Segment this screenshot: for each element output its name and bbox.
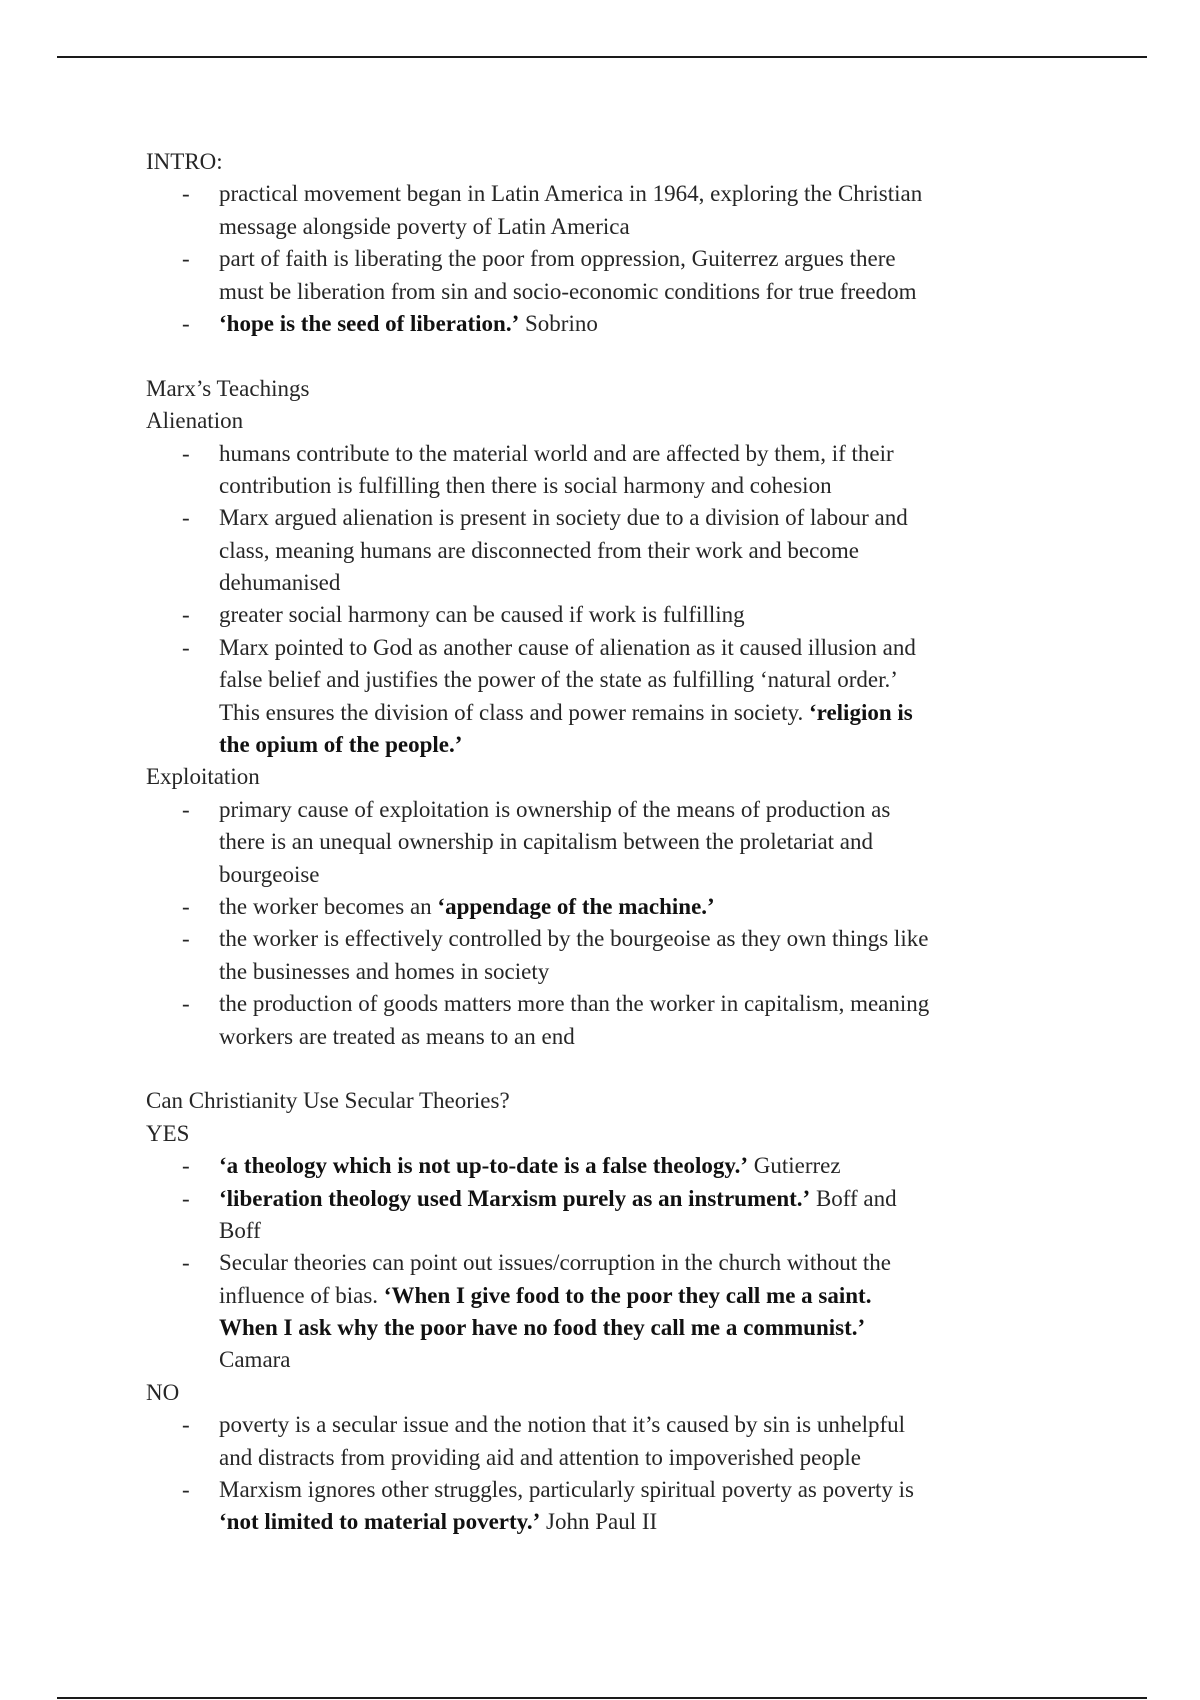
body-text: influence of bias. bbox=[219, 1282, 384, 1308]
body-text: false belief and justifies the power of the state as fulfilling ‘natural order.’ bbox=[219, 667, 898, 693]
bullet-line bbox=[146, 1183, 1106, 1215]
bullet-line bbox=[146, 243, 1106, 275]
bullet-line bbox=[146, 438, 1106, 470]
bullet-line bbox=[146, 470, 1106, 502]
blank-line bbox=[146, 340, 1106, 372]
bullet-item bbox=[146, 923, 1106, 988]
body-text: Boff bbox=[219, 1217, 261, 1243]
bullet-item bbox=[146, 1150, 1106, 1182]
bullet-dash-icon: - bbox=[182, 246, 190, 272]
bullet-item bbox=[146, 243, 1106, 308]
bullet-line bbox=[146, 826, 1106, 858]
bullet-item bbox=[146, 1247, 1106, 1377]
section-heading: Exploitation bbox=[146, 764, 260, 790]
bullet-dash-icon: - bbox=[182, 440, 190, 466]
body-text: contribution is fulfilling then there is social harmony and cohesion bbox=[219, 472, 832, 498]
body-text: must be liberation from sin and socio-economic conditions for true freedom bbox=[219, 278, 917, 304]
bullet-line bbox=[146, 1409, 1106, 1441]
section-heading: INTRO: bbox=[146, 149, 223, 174]
bullet-line bbox=[146, 1442, 1106, 1474]
body-text: Gutierrez bbox=[748, 1153, 841, 1179]
body-text: poverty is a secular issue and the notion that it’s caused by sin is unhelpful bbox=[219, 1412, 906, 1438]
bullet-dash-icon: - bbox=[182, 1185, 190, 1211]
bullet-line bbox=[146, 1506, 1106, 1538]
bullet-item bbox=[146, 1474, 1106, 1539]
bullet-item bbox=[146, 308, 1106, 340]
bullet-dash-icon: - bbox=[182, 1412, 190, 1438]
body-text: Marx pointed to God as another cause of alienation as it caused illusion and bbox=[219, 634, 916, 660]
bullet-line bbox=[146, 535, 1106, 567]
bullet-line bbox=[146, 502, 1106, 534]
quote-text: ‘religion is bbox=[809, 699, 913, 725]
bullet-line bbox=[146, 794, 1106, 826]
bullet-dash-icon: - bbox=[182, 926, 190, 952]
quote-text: ‘not limited to material poverty.’ bbox=[219, 1509, 541, 1535]
bullet-line bbox=[146, 567, 1106, 599]
bullet-item bbox=[146, 632, 1106, 762]
bullet-line bbox=[146, 1150, 1106, 1182]
blank-line bbox=[146, 1053, 1106, 1085]
bullet-item bbox=[146, 1183, 1106, 1248]
body-text: the businesses and homes in society bbox=[219, 958, 550, 984]
bullet-line bbox=[146, 1247, 1106, 1279]
bullet-line bbox=[146, 276, 1106, 308]
quote-text: When I ask why the poor have no food they call me a communist.’ bbox=[219, 1315, 866, 1341]
bullet-item bbox=[146, 794, 1106, 891]
bullet-item bbox=[146, 438, 1106, 503]
bullet-line bbox=[146, 697, 1106, 729]
section-heading: Marx’s Teachings bbox=[146, 375, 310, 401]
body-text: John Paul II bbox=[540, 1509, 658, 1535]
bullet-line bbox=[146, 1344, 1106, 1376]
body-text: Marxism ignores other struggles, particularly spiritual poverty as poverty is bbox=[219, 1477, 914, 1503]
quote-text: ‘a theology which is not up-to-date is a false theology.’ bbox=[219, 1153, 748, 1179]
bullet-item bbox=[146, 988, 1106, 1053]
bullet-line bbox=[146, 859, 1106, 891]
bullet-dash-icon: - bbox=[182, 796, 190, 822]
bottom-rule bbox=[57, 1697, 1147, 1699]
document-body bbox=[146, 146, 1106, 1539]
body-text: the worker becomes an bbox=[219, 893, 438, 919]
bullet-line bbox=[146, 1474, 1106, 1506]
bullet-line bbox=[146, 988, 1106, 1020]
body-text: workers are treated as means to an end bbox=[219, 1023, 575, 1049]
body-text: part of faith is liberating the poor from oppression, Guiterrez argues there bbox=[219, 246, 896, 272]
body-text: Secular theories can point out issues/corruption in the church without the bbox=[219, 1250, 891, 1276]
bullet-dash-icon: - bbox=[182, 181, 190, 207]
body-text: message alongside poverty of Latin America bbox=[219, 213, 630, 239]
bullet-line bbox=[146, 956, 1106, 988]
body-text: primary cause of exploitation is ownership of the means of production as bbox=[219, 796, 891, 822]
body-text: Boff and bbox=[810, 1185, 897, 1211]
body-text: class, meaning humans are disconnected from their work and become bbox=[219, 537, 859, 563]
body-text: Camara bbox=[219, 1347, 291, 1373]
bullet-dash-icon: - bbox=[182, 1250, 190, 1276]
bullet-dash-icon: - bbox=[182, 602, 190, 628]
body-text: greater social harmony can be caused if work is fulfilling bbox=[219, 602, 745, 628]
body-text: the worker is effectively controlled by the bourgeoise as they own things like bbox=[219, 926, 929, 952]
body-text: Sobrino bbox=[519, 310, 598, 336]
section-heading: Can Christianity Use Secular Theories? bbox=[146, 1088, 510, 1114]
bullet-dash-icon: - bbox=[182, 634, 190, 660]
body-text: there is an unequal ownership in capitalism between the proletariat and bbox=[219, 829, 873, 855]
bullet-item bbox=[146, 891, 1106, 923]
section-heading: Alienation bbox=[146, 408, 244, 434]
section-heading: NO bbox=[146, 1379, 180, 1405]
bullet-dash-icon: - bbox=[182, 1477, 190, 1503]
body-text: Marx argued alienation is present in society due to a division of labour and bbox=[219, 505, 908, 531]
bullet-item bbox=[146, 599, 1106, 631]
bullet-dash-icon: - bbox=[182, 505, 190, 531]
bullet-item bbox=[146, 502, 1106, 599]
bullet-line bbox=[146, 891, 1106, 923]
quote-text: the opium of the people.’ bbox=[219, 732, 463, 758]
bullet-line bbox=[146, 211, 1106, 243]
bullet-line bbox=[146, 664, 1106, 696]
body-text: This ensures the division of class and power remains in society. bbox=[219, 699, 809, 725]
bullet-line bbox=[146, 178, 1106, 210]
bullet-dash-icon: - bbox=[182, 1153, 190, 1179]
body-text: humans contribute to the material world and are affected by them, if their bbox=[219, 440, 894, 466]
bullet-line bbox=[146, 1021, 1106, 1053]
bullet-line bbox=[146, 729, 1106, 761]
bullet-dash-icon: - bbox=[182, 310, 190, 336]
body-text: dehumanised bbox=[219, 570, 341, 596]
body-text: practical movement began in Latin America in 1964, exploring the Christian bbox=[219, 181, 923, 207]
bullet-line bbox=[146, 1312, 1106, 1344]
quote-text: ‘appendage of the machine.’ bbox=[437, 893, 715, 919]
quote-text: ‘When I give food to the poor they call me a saint. bbox=[383, 1282, 872, 1308]
body-text: the production of goods matters more than the worker in capitalism, meaning bbox=[219, 991, 930, 1017]
bullet-line bbox=[146, 923, 1106, 955]
bullet-dash-icon: - bbox=[182, 893, 190, 919]
body-text: bourgeoise bbox=[219, 861, 320, 887]
bullet-line bbox=[146, 1280, 1106, 1312]
bullet-line bbox=[146, 599, 1106, 631]
bullet-line bbox=[146, 308, 1106, 340]
bullet-item bbox=[146, 1409, 1106, 1474]
body-text: and distracts from providing aid and attention to impoverished people bbox=[219, 1444, 861, 1470]
bullet-line bbox=[146, 1215, 1106, 1247]
bullet-line bbox=[146, 632, 1106, 664]
quote-text: ‘hope is the seed of liberation.’ bbox=[219, 310, 520, 336]
quote-text: ‘liberation theology used Marxism purely as an instrument.’ bbox=[219, 1185, 811, 1211]
bullet-dash-icon: - bbox=[182, 991, 190, 1017]
bullet-item bbox=[146, 178, 1106, 243]
top-rule bbox=[57, 56, 1147, 58]
section-heading: YES bbox=[146, 1120, 190, 1146]
